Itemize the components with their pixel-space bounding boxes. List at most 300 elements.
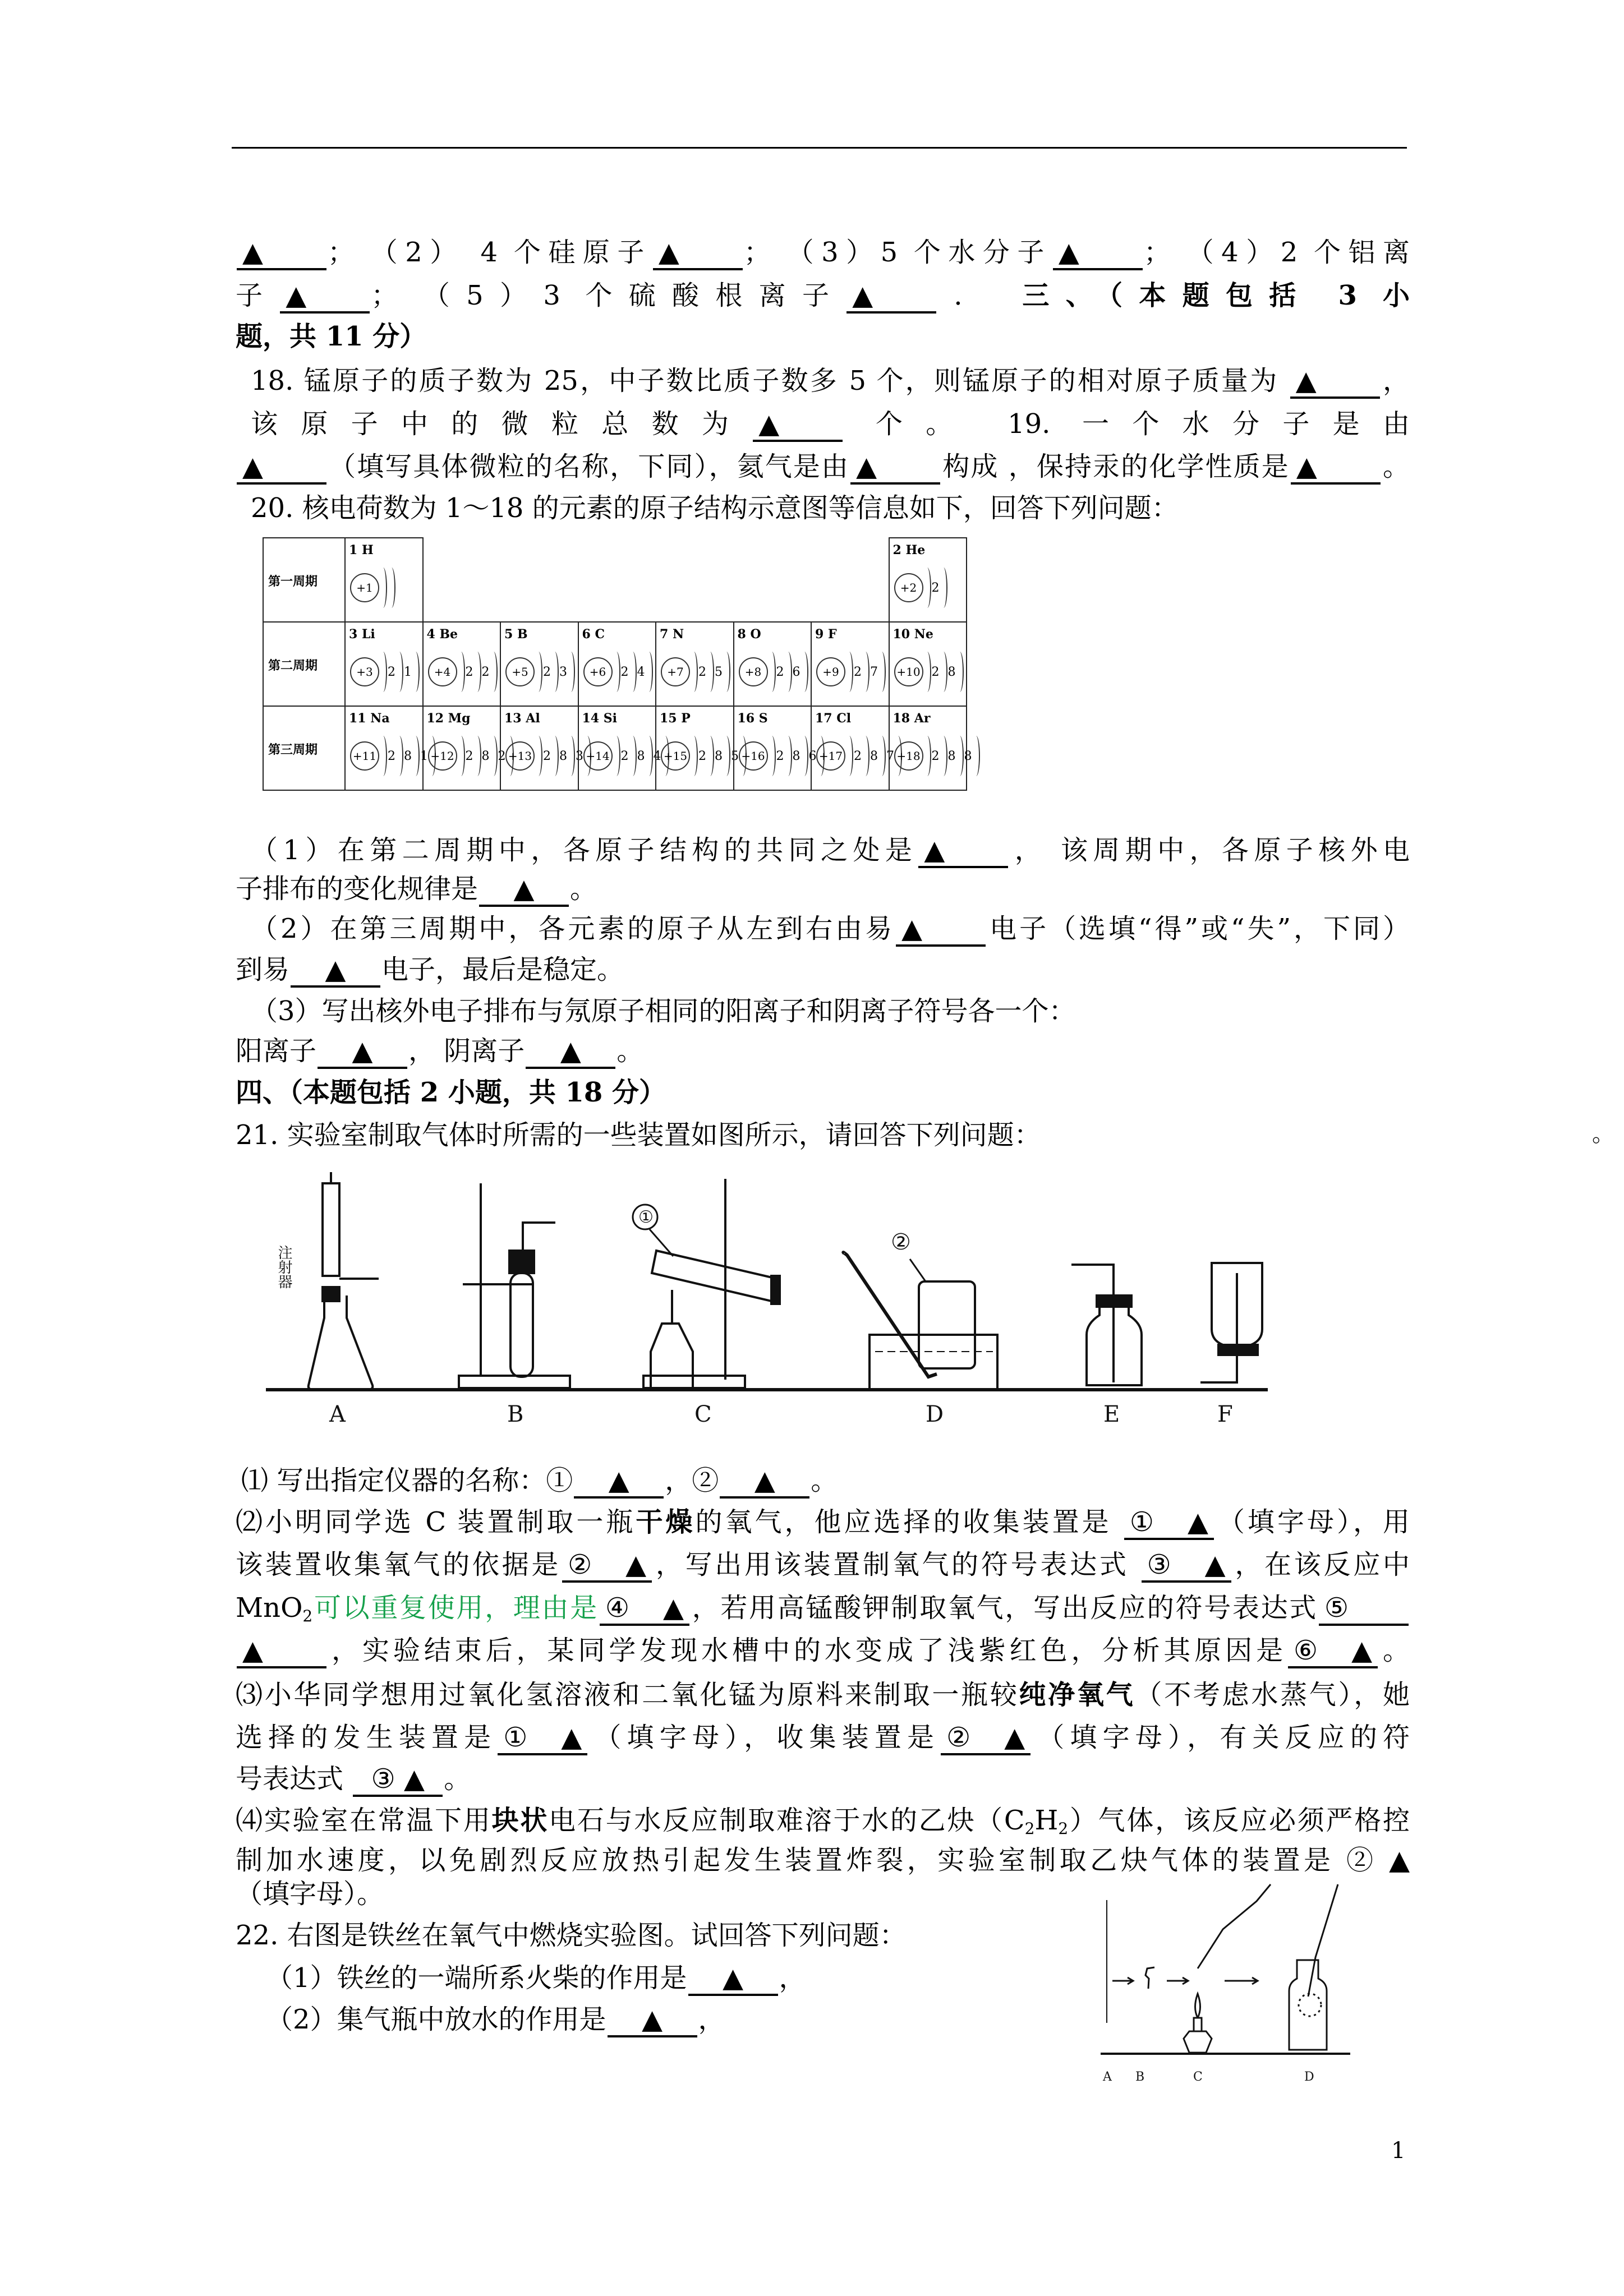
period-label: 第一周期 xyxy=(268,574,318,589)
header-rule xyxy=(232,147,1407,149)
text-segment: 。 xyxy=(570,873,597,905)
text-line xyxy=(251,490,1179,526)
text-segment: ⑴ 写出指定仪器的名称：① xyxy=(241,1465,573,1496)
shell-arc xyxy=(379,736,387,776)
text-line xyxy=(236,1547,1410,1583)
electron-shell xyxy=(940,736,956,776)
text-segment: 。 xyxy=(1381,451,1410,482)
element-cell xyxy=(889,621,968,707)
shell-arc xyxy=(784,736,792,776)
shell-arc xyxy=(845,652,853,692)
shell-arc xyxy=(768,736,776,776)
answer-blank[interactable]: ▲ xyxy=(574,1465,664,1499)
shell-arc xyxy=(551,736,559,776)
text-segment: 制加水速度，以免剧烈反应放热引起发生装置炸裂，实验室制取乙炔气体的装置是 ② ▲ xyxy=(236,1845,1410,1876)
shell-arc xyxy=(801,736,808,776)
period-label-cell xyxy=(263,537,346,623)
shell-arc xyxy=(972,736,980,776)
shell-arc xyxy=(490,736,498,776)
text-segment: 选择的发生装置是 xyxy=(236,1722,497,1753)
text-segment: （填字母）。 xyxy=(236,1878,384,1910)
electron-shell xyxy=(706,736,723,776)
text-segment: ； （2） 4 个硅原子 xyxy=(328,237,652,268)
text-line xyxy=(266,1960,806,1996)
shell-arc xyxy=(923,652,931,692)
text-segment: ； （5）3 个硫酸根离子 xyxy=(371,280,846,311)
atom-structure-diagram xyxy=(505,649,576,694)
apparatus-a-flask-syringe xyxy=(275,1172,379,1390)
shell-electron-count: 2 xyxy=(388,749,395,763)
shell-arc xyxy=(613,652,620,692)
text-line xyxy=(236,1876,384,1912)
electron-shell xyxy=(613,736,629,776)
nucleus: +9 xyxy=(816,657,845,686)
answer-blank[interactable]: ▲ xyxy=(280,280,370,313)
shell-arc xyxy=(473,736,481,776)
answer-blank[interactable]: ▲ xyxy=(1291,451,1381,485)
text-line xyxy=(236,449,1410,485)
arrow-icons xyxy=(1112,1977,1258,1984)
element-cell xyxy=(344,706,428,791)
element-cell xyxy=(655,706,739,791)
electron-shell xyxy=(629,652,645,692)
text-segment: ⑶小华同学想用过氧化氢溶液和二氧化锰为原料来制取一瓶较 xyxy=(236,1679,1019,1711)
text-segment: （3）写出核外电子排布与氖原子相同的阳离子和阴离子符号各一个： xyxy=(251,995,1076,1027)
answer-blank[interactable]: ▲ xyxy=(237,237,326,270)
bold-text: 纯净氧气 xyxy=(1019,1679,1135,1711)
element-cell xyxy=(344,621,424,707)
electron-shell xyxy=(784,736,801,776)
atom-structure-diagram xyxy=(894,734,981,778)
period-label: 第三周期 xyxy=(268,743,318,757)
element-cell xyxy=(422,706,506,791)
shell-electron-count: 6 xyxy=(808,749,817,763)
shell-arc xyxy=(940,568,947,608)
element-cell xyxy=(422,621,502,707)
answer-blank[interactable]: ▲ xyxy=(318,1035,407,1069)
nucleus: +7 xyxy=(661,657,690,686)
nucleus: +4 xyxy=(428,657,457,686)
electron-shell xyxy=(690,652,706,692)
answer-blank[interactable]: ▲ xyxy=(753,408,843,442)
electron-shell xyxy=(535,736,551,776)
bold-text: 块状 xyxy=(491,1805,549,1836)
text-line xyxy=(236,871,597,907)
text-segment: ）气体，该反应必须严格控 xyxy=(1068,1805,1410,1836)
shell-electron-count: 2 xyxy=(481,665,490,679)
label-d: D xyxy=(926,1401,944,1427)
text-segment: ， xyxy=(698,2004,725,2035)
text-line xyxy=(266,2002,725,2037)
electron-shell xyxy=(379,736,395,776)
bold-text: 四、（本题包括 2 小题，共 18 分） xyxy=(236,1077,666,1108)
electron-shell xyxy=(551,736,567,776)
nucleus: +12 xyxy=(428,741,457,771)
shell-arc xyxy=(379,568,387,608)
shell-electron-count: 2 xyxy=(498,749,506,763)
highlighted-text: 可以重复使用，理由是 xyxy=(312,1592,599,1624)
electron-shell xyxy=(629,736,645,776)
atom-structure-diagram xyxy=(739,649,809,694)
shell-electron-count: 2 xyxy=(931,580,940,595)
shell-electron-count: 7 xyxy=(886,749,894,763)
electron-shell xyxy=(706,652,723,692)
text-segment: 构成 ，保持汞的化学性质是 xyxy=(941,451,1290,482)
shell-electron-count: 2 xyxy=(465,665,473,679)
shell-electron-count: 2 xyxy=(543,665,551,679)
atom-structure-diagram xyxy=(583,649,654,694)
subscript: 2 xyxy=(1024,1819,1035,1838)
page-number: 1 xyxy=(1391,2138,1406,2164)
shell-arc xyxy=(956,652,964,692)
answer-blank[interactable]: ▲ xyxy=(608,2004,697,2037)
nucleus: +10 xyxy=(894,657,923,686)
text-segment: 电石与水反应制取难溶于水的乙炔（C xyxy=(549,1805,1025,1836)
shell-electron-count: 2 xyxy=(854,749,862,763)
iron-label-a: A xyxy=(1103,2070,1112,2084)
text-segment: ， 该周期中，各原子核外电 xyxy=(1009,835,1410,866)
electron-shell xyxy=(768,736,784,776)
text-line xyxy=(236,1633,1410,1668)
shell-arc xyxy=(629,652,637,692)
shell-arc xyxy=(551,652,559,692)
instrument-marker-2: ② xyxy=(891,1229,911,1255)
text-segment: ； （4）2 个铝离 xyxy=(1143,237,1410,268)
text-segment: （填字母），有关反应的符 xyxy=(1032,1722,1410,1753)
shell-electron-count: 1 xyxy=(404,665,412,679)
shell-arc xyxy=(723,736,730,776)
element-label: 3 Li xyxy=(349,627,375,642)
answer-blank[interactable]: ▲ xyxy=(688,1962,778,1996)
electron-shell xyxy=(862,736,878,776)
text-line xyxy=(236,1917,907,1953)
element-cell xyxy=(808,706,894,791)
element-cell xyxy=(811,621,890,707)
bold-text: 干燥 xyxy=(636,1506,696,1538)
shell-arc xyxy=(706,652,714,692)
answer-blank[interactable]: ▲ xyxy=(653,237,743,270)
electron-shell xyxy=(784,652,801,692)
text-segment: 阳离子 xyxy=(236,1035,317,1067)
period-label: 第二周期 xyxy=(268,658,318,673)
answer-blank[interactable]: ▲ xyxy=(846,280,936,313)
shell-arc xyxy=(690,736,698,776)
text-segment: 该原子中的微粒总数为 xyxy=(251,408,752,440)
text-segment: （不考虑水蒸气），她 xyxy=(1135,1679,1410,1711)
shell-arc xyxy=(923,736,931,776)
text-segment: ，② xyxy=(665,1465,719,1496)
element-cell xyxy=(889,706,972,791)
label-e: E xyxy=(1103,1401,1120,1427)
shell-electron-count: 2 xyxy=(698,749,706,763)
element-cell xyxy=(344,537,424,623)
tongs-icon xyxy=(1198,1884,1271,1968)
shell-arc xyxy=(645,652,653,692)
element-cell xyxy=(733,621,812,707)
shell-electron-count: 2 xyxy=(854,665,862,679)
text-segment: 21. 实验室制取气体时所需的一些装置如图所示，请回答下列问题： xyxy=(236,1119,1041,1151)
text-segment: 电子，最后是稳定。 xyxy=(381,954,624,985)
shell-arc xyxy=(801,652,808,692)
electron-shell xyxy=(473,652,490,692)
apparatus-f-inverted-bottle xyxy=(1200,1263,1262,1382)
shell-arc xyxy=(473,652,481,692)
text-segment: 。 xyxy=(444,1763,471,1795)
electron-shell xyxy=(551,652,567,692)
answer-blank[interactable]: ▲ xyxy=(237,1635,326,1668)
text-segment: ，若用高锰酸钾制取氧气，写出反应的符号表达式 xyxy=(690,1592,1318,1624)
label-a: A xyxy=(329,1401,346,1427)
element-label: 5 B xyxy=(504,627,528,642)
element-cell xyxy=(655,621,734,707)
apparatus-labels xyxy=(329,1401,1233,1427)
element-label: 14 Si xyxy=(582,711,618,726)
nucleus: +13 xyxy=(505,741,535,771)
nucleus: +6 xyxy=(583,657,613,686)
apparatus-figure xyxy=(252,1167,1290,1436)
electron-shell xyxy=(923,736,940,776)
atom-structure-diagram xyxy=(894,565,948,610)
text-segment: ， xyxy=(1381,365,1410,397)
text-segment: ． xyxy=(937,280,1023,311)
text-segment: 。 xyxy=(1379,1635,1410,1666)
text-segment: （填写具体微粒的名称，下同），氦气是由 xyxy=(328,451,850,482)
text-segment: （2）集气瓶中放水的作用是 xyxy=(266,2004,606,2035)
text-segment: 20. 核电荷数为 1～18 的元素的原子结构示意图等信息如下，回答下列问题： xyxy=(251,492,1179,524)
element-label: 10 Ne xyxy=(892,627,933,642)
text-segment: 子 xyxy=(236,280,279,311)
answer-blank[interactable]: ④ ▲ xyxy=(600,1592,689,1626)
text-line xyxy=(236,1075,666,1110)
shell-electron-count: 3 xyxy=(576,749,583,763)
shell-arc xyxy=(645,736,653,776)
shell-electron-count: 7 xyxy=(870,665,878,679)
text-segment: ⑵小明同学选 C 装置制取一瓶 xyxy=(236,1506,636,1538)
answer-blank[interactable]: ③ ▲ xyxy=(1142,1549,1231,1583)
shell-electron-count: 8 xyxy=(947,665,956,679)
answer-blank[interactable]: ▲ xyxy=(479,873,569,907)
electron-shell xyxy=(956,736,972,776)
label-f: F xyxy=(1217,1401,1233,1427)
text-segment: （填字母），收集装置是 xyxy=(588,1722,940,1753)
shell-electron-count: 2 xyxy=(388,665,395,679)
text-segment: ，写出用该装置制氧气的符号表达式 xyxy=(653,1549,1140,1580)
text-segment: ； （3）5 个水分子 xyxy=(743,237,1052,268)
text-line xyxy=(236,1842,1410,1878)
electron-shell xyxy=(535,652,551,692)
text-segment: 。 xyxy=(811,1465,838,1496)
nucleus: +15 xyxy=(661,741,690,771)
label-b: B xyxy=(507,1401,524,1427)
text-line xyxy=(251,993,1076,1029)
electron-shell xyxy=(395,652,412,692)
shell-electron-count: 8 xyxy=(792,749,801,763)
element-label: 1 H xyxy=(349,543,374,557)
electron-shell xyxy=(862,652,878,692)
text-line xyxy=(236,319,426,354)
shell-electron-count: 8 xyxy=(870,749,878,763)
answer-blank[interactable]: ② ▲ xyxy=(941,1722,1030,1755)
answer-blank[interactable]: ▲ xyxy=(896,913,986,947)
atom-structure-diagram xyxy=(661,649,731,694)
element-cell xyxy=(578,706,661,791)
electron-shell xyxy=(473,736,490,776)
shell-electron-count: 8 xyxy=(947,749,956,763)
answer-blank[interactable]: ▲ xyxy=(1290,365,1380,399)
text-line xyxy=(236,1504,1410,1540)
answer-blank[interactable]: ▲ xyxy=(918,835,1008,868)
text-segment: MnO xyxy=(236,1592,303,1624)
label-c: C xyxy=(694,1401,712,1427)
text-segment: （1）铁丝的一端所系火柴的作用是 xyxy=(266,1962,687,1994)
text-line xyxy=(236,1761,471,1797)
answer-blank[interactable]: ①▲ xyxy=(1124,1506,1214,1540)
answer-blank[interactable]: ① ▲ xyxy=(498,1722,587,1755)
shell-arc xyxy=(535,652,542,692)
text-line xyxy=(236,234,1410,270)
electron-shell xyxy=(940,652,956,692)
iron-label-c: C xyxy=(1193,2070,1203,2084)
shell-electron-count: 3 xyxy=(559,665,567,679)
shell-electron-count: 2 xyxy=(931,665,940,679)
answer-blank[interactable]: ▲ xyxy=(526,1035,615,1069)
shell-electron-count: 8 xyxy=(964,749,972,763)
shell-electron-count: 2 xyxy=(465,749,473,763)
subscript: 2 xyxy=(302,1607,313,1625)
text-line xyxy=(236,1677,1410,1713)
apparatus-e-upward-collection-bottle xyxy=(1071,1265,1142,1385)
syringe-label: 注射器 xyxy=(275,1245,292,1289)
nucleus: +11 xyxy=(350,741,379,771)
text-segment: 的氧气，他应选择的收集装置是 xyxy=(695,1506,1123,1538)
nucleus: +14 xyxy=(583,741,613,771)
answer-blank[interactable]: ②▲ xyxy=(562,1549,652,1583)
answer-blank[interactable]: ⑥ ▲ xyxy=(1288,1635,1378,1668)
shell-arc xyxy=(862,652,869,692)
answer-blank[interactable]: ▲ xyxy=(1053,237,1143,270)
shell-electron-count: 2 xyxy=(620,665,629,679)
text-segment: 22. 右图是铁丝在氧气中燃烧实验图。试回答下列问题： xyxy=(236,1920,907,1951)
shell-electron-count: 1 xyxy=(420,749,428,763)
element-label: 6 C xyxy=(582,627,605,642)
shell-arc xyxy=(629,736,637,776)
iron-combustion-figure xyxy=(1094,1879,1402,2131)
electron-shell xyxy=(923,652,940,692)
text-line xyxy=(236,1117,1041,1153)
shell-electron-count: 5 xyxy=(731,749,739,763)
nucleus: +5 xyxy=(505,657,535,686)
text-line xyxy=(251,406,1410,442)
element-cell xyxy=(500,706,583,791)
electron-shell xyxy=(379,568,388,608)
element-label: 12 Mg xyxy=(426,711,471,726)
shell-electron-count: 2 xyxy=(698,665,706,679)
shell-arc xyxy=(845,736,853,776)
element-label: 13 Al xyxy=(504,711,540,726)
element-label: 8 O xyxy=(737,627,761,642)
shell-arc xyxy=(768,652,776,692)
text-line xyxy=(236,952,624,988)
nucleus: +18 xyxy=(894,741,923,771)
shell-arc xyxy=(706,736,714,776)
subscript: 2 xyxy=(1058,1819,1069,1838)
text-segment: 该装置收集氧气的依据是 xyxy=(236,1549,562,1580)
answer-blank[interactable]: ▲ xyxy=(850,451,940,485)
shell-arc xyxy=(567,652,575,692)
text-segment: 到易 xyxy=(236,954,290,985)
shell-arc xyxy=(923,568,931,608)
element-label: 7 N xyxy=(660,627,684,642)
electron-shell xyxy=(845,652,862,692)
shell-arc xyxy=(690,652,698,692)
electron-shell xyxy=(457,736,473,776)
text-segment: ， xyxy=(779,1962,806,1994)
atom-structure-diagram xyxy=(350,649,420,694)
answer-blank[interactable]: ③ ▲ xyxy=(353,1763,443,1797)
text-line xyxy=(236,1802,1410,1847)
text-line xyxy=(236,1590,1410,1634)
answer-blank[interactable]: ▲ xyxy=(291,954,380,988)
shell-arc xyxy=(940,736,947,776)
electron-shell xyxy=(923,568,940,608)
nucleus: +16 xyxy=(739,741,768,771)
text-segment: 。 xyxy=(617,1035,644,1067)
answer-blank[interactable]: ▲ xyxy=(237,451,326,485)
shell-arc xyxy=(490,652,498,692)
text-segment: 个。 19. 一个水分子是由 xyxy=(844,408,1410,440)
nucleus: +1 xyxy=(350,573,379,602)
text-segment: 电子（选填“得”或“失”，下同） xyxy=(987,913,1410,944)
shell-arc xyxy=(723,652,730,692)
stray-mark: 。 xyxy=(1592,1121,1614,1147)
shell-arc xyxy=(457,736,465,776)
element-label: 15 P xyxy=(660,711,691,726)
shell-arc xyxy=(784,652,792,692)
iron-label-d: D xyxy=(1304,2070,1314,2084)
element-label: 2 He xyxy=(892,543,926,557)
element-cell xyxy=(500,621,579,707)
shell-electron-count: 8 xyxy=(404,749,412,763)
element-cell xyxy=(889,537,968,623)
answer-blank[interactable]: ▲ xyxy=(720,1465,809,1499)
text-segment: ，实验结束后，某同学发现水槽中的水变成了浅紫红色，分析其原因是 xyxy=(328,1635,1287,1666)
shell-arc xyxy=(388,568,395,608)
bold-text: 三、（本题包括 3 小 xyxy=(1022,280,1410,311)
shell-arc xyxy=(457,652,465,692)
text-segment: ⑷实验室在常温下用 xyxy=(236,1805,492,1836)
text-segment: ， 阴离子 xyxy=(408,1035,525,1067)
shell-arc xyxy=(412,652,420,692)
text-segment: （1）在第二周期中，各原子结构的共同之处是 xyxy=(251,835,918,866)
shell-electron-count: 6 xyxy=(792,665,801,679)
electron-shell xyxy=(395,736,412,776)
answer-blank[interactable]: ⑤ xyxy=(1319,1592,1409,1626)
shell-arc xyxy=(862,736,869,776)
instrument-marker-1: ① xyxy=(638,1207,654,1227)
text-segment: ，在该反应中 xyxy=(1232,1549,1410,1580)
nucleus: +8 xyxy=(739,657,768,686)
text-segment: 18. 锰原子的质子数为 25，中子数比质子数多 5 个，则锰原子的相对原子质量为 xyxy=(251,365,1289,397)
apparatus-c-heating-setup xyxy=(633,1179,780,1388)
apparatus-d-water-trough xyxy=(843,1229,997,1390)
shell-electron-count: 2 xyxy=(620,749,629,763)
iron-label-b: B xyxy=(1135,2070,1145,2084)
shell-arc xyxy=(613,736,620,776)
nucleus: +3 xyxy=(350,657,379,686)
text-segment: 号表达式 xyxy=(236,1763,352,1795)
atom-structure-diagram xyxy=(350,565,396,610)
period-label-cell xyxy=(263,706,346,791)
